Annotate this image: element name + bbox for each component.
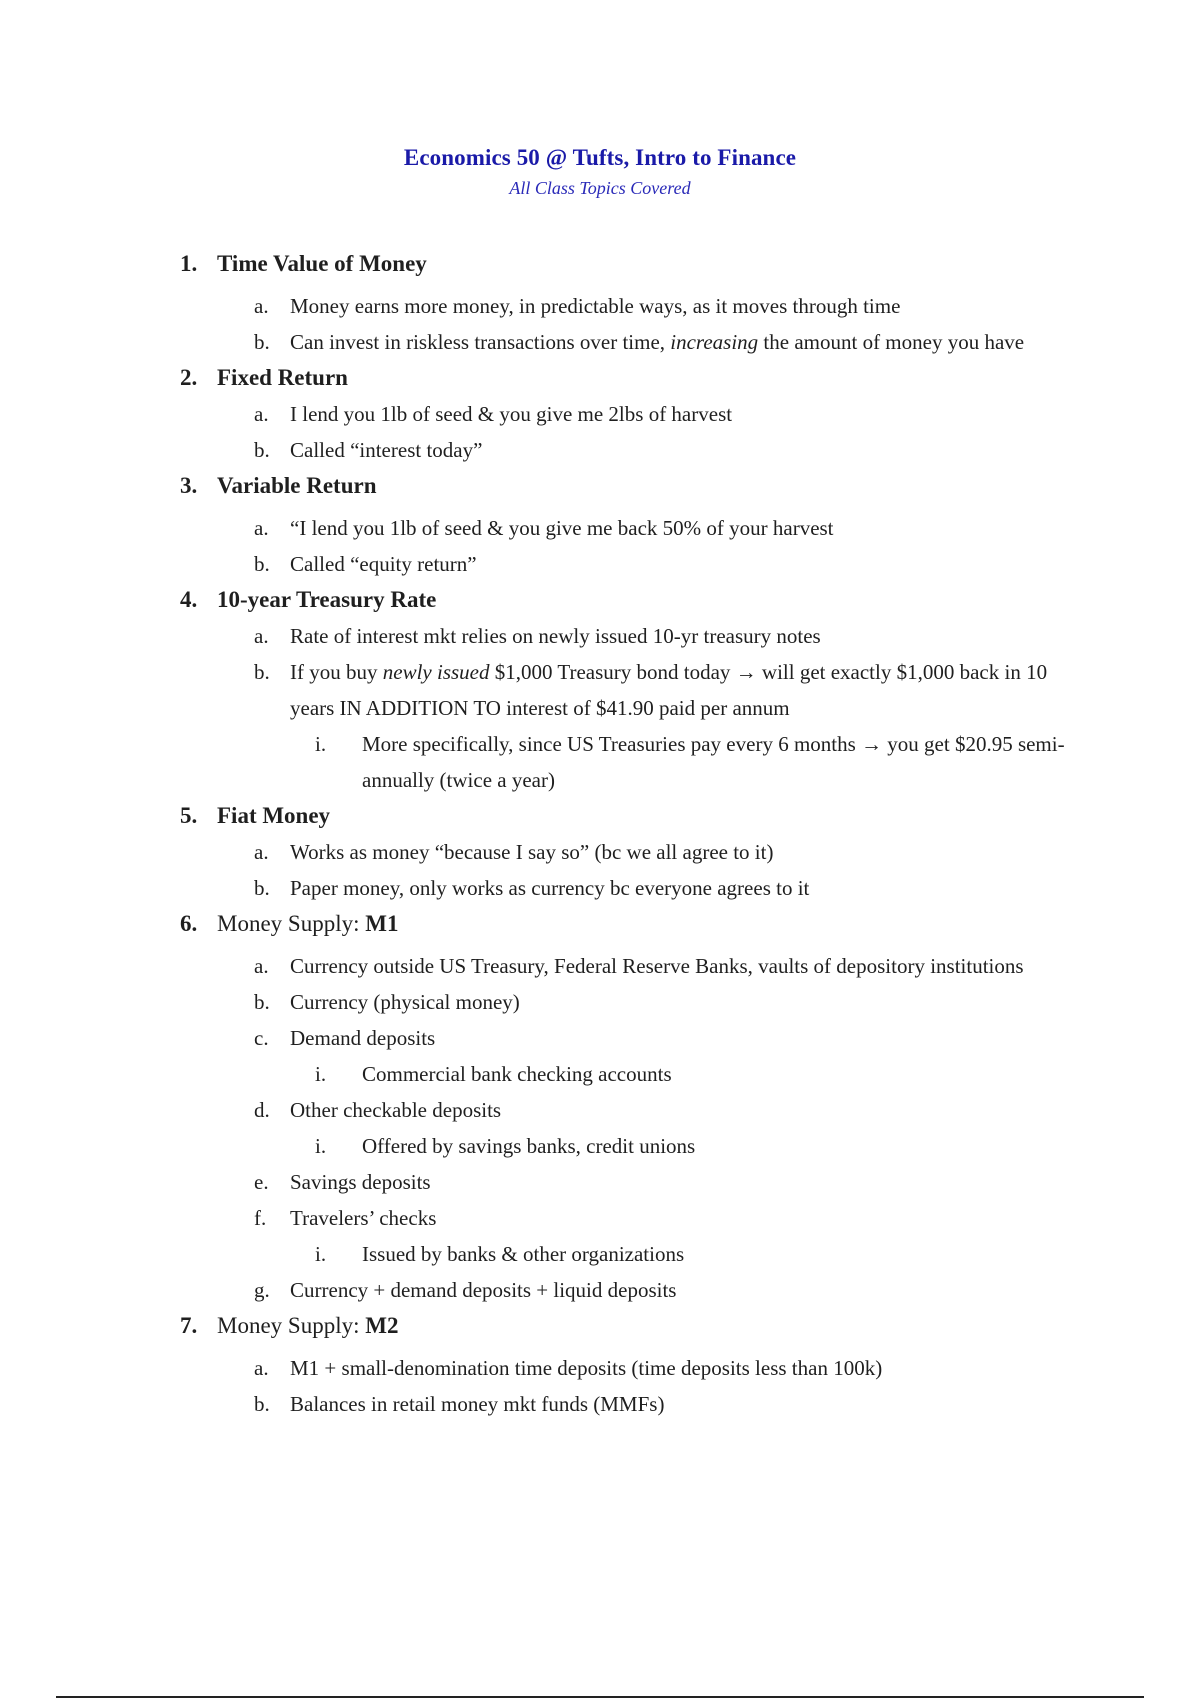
list-item (0, 510, 1200, 546)
item-text: the amount of money you have (758, 330, 1025, 354)
item-text: Savings deposits (290, 1170, 431, 1194)
sub-list-item (0, 1056, 1200, 1092)
sub-list-item (0, 1236, 1200, 1272)
item-text: Demand deposits (290, 1026, 436, 1050)
section-fiat-money (0, 798, 1200, 906)
item-text: Called “equity return” (290, 552, 477, 576)
section-heading (0, 468, 1200, 504)
item-marker: b. (254, 552, 270, 576)
list-item (0, 618, 1200, 654)
item-marker: a. (254, 1356, 269, 1380)
list-item (0, 1092, 1200, 1128)
section-title: 10-year Treasury Rate (217, 587, 437, 612)
item-marker: b. (254, 330, 270, 354)
section-number: 3. (180, 473, 198, 498)
section-title-emphasis: M2 (365, 1313, 399, 1338)
list-item (0, 432, 1200, 468)
item-text: If you buy (290, 660, 383, 684)
page-title: Economics 50 @ Tufts, Intro to Finance (403, 145, 797, 170)
section-treasury-rate (0, 582, 1200, 798)
list-item (0, 1020, 1200, 1056)
item-marker: a. (254, 402, 269, 426)
section-heading (0, 1308, 1200, 1344)
item-marker: a. (254, 516, 269, 540)
item-marker: a. (254, 294, 269, 318)
section-title (217, 911, 398, 936)
section-heading (0, 798, 1200, 834)
list-item (0, 948, 1200, 984)
topic-outline (0, 246, 1200, 1422)
item-text: Paper money, only works as currency bc everyone agrees to it (290, 876, 810, 900)
list-item (0, 984, 1200, 1020)
list-item (0, 1200, 1200, 1236)
item-marker: c. (254, 1026, 269, 1050)
item-text: Balances in retail money mkt funds (MMFs) (290, 1392, 665, 1416)
item-marker: b. (254, 660, 270, 684)
list-item (0, 834, 1200, 870)
item-marker: g. (254, 1278, 270, 1302)
item-text: “I lend you 1lb of seed & you give me back 50% of your harvest (290, 516, 834, 540)
sub-item-text: Offered by savings banks, credit unions (362, 1134, 696, 1158)
section-heading (0, 582, 1200, 618)
item-marker: a. (254, 840, 269, 864)
item-text: M1 + small-denomination time deposits (time deposits less than 100k) (290, 1356, 883, 1380)
list-item (0, 1386, 1200, 1422)
item-emphasis: increasing (670, 330, 759, 354)
section-title-text: Money Supply: (217, 1313, 366, 1338)
section-heading (0, 360, 1200, 396)
list-item (0, 288, 1200, 324)
item-text: Currency (physical money) (290, 990, 520, 1014)
item-marker: b. (254, 438, 270, 462)
list-item (0, 546, 1200, 582)
item-marker: b. (254, 1392, 270, 1416)
section-title-text: Money Supply: (217, 911, 366, 936)
section-number: 7. (180, 1313, 198, 1338)
item-marker: b. (254, 876, 270, 900)
section-time-value-of-money (0, 246, 1200, 360)
section-variable-return (0, 468, 1200, 582)
item-marker: a. (254, 624, 269, 648)
sub-item-marker: i. (315, 1134, 327, 1158)
section-title-emphasis: M1 (365, 911, 399, 936)
section-number: 5. (180, 803, 198, 828)
page-subtitle: All Class Topics Covered (509, 178, 691, 198)
item-text: Currency outside US Treasury, Federal Reserve Banks, vaults of depository institutions (290, 954, 1024, 978)
item-text: Works as money “because I say so” (bc we all agree to it) (290, 840, 774, 864)
item-text: Currency + demand deposits + liquid deposits (290, 1278, 677, 1302)
list-item (0, 870, 1200, 906)
sub-item-text: Issued by banks & other organizations (362, 1242, 685, 1266)
section-title: Time Value of Money (217, 251, 427, 276)
sub-list-item (0, 1128, 1200, 1164)
list-item (0, 654, 1200, 726)
section-title: Fixed Return (217, 365, 348, 390)
section-heading (0, 906, 1200, 942)
section-title: Variable Return (217, 473, 377, 498)
item-text: Travelers’ checks (290, 1206, 437, 1230)
sub-item-marker: i. (315, 732, 327, 756)
section-number: 4. (180, 587, 198, 612)
list-item (0, 1164, 1200, 1200)
list-item (0, 396, 1200, 432)
section-money-supply-m2 (0, 1308, 1200, 1422)
sub-list-item (0, 726, 1200, 798)
section-number: 2. (180, 365, 198, 390)
section-number: 6. (180, 911, 198, 936)
item-marker: f. (254, 1206, 267, 1230)
item-text: I lend you 1lb of seed & you give me 2lbs of harvest (290, 402, 733, 426)
item-text: Money earns more money, in predictable ways, as it moves through time (290, 294, 901, 318)
item-text: Called “interest today” (290, 438, 483, 462)
item-text: $1,000 Treasury bond today → will get exactly $1,000 back in 10 years IN ADDITION TO interest of $41.90 paid per annum (290, 660, 1048, 720)
footer-divider (56, 1696, 1144, 1698)
section-number: 1. (180, 251, 198, 276)
sub-item-text: More specifically, since US Treasuries pay every 6 months → you get $20.95 semi-annually (twice a year) (362, 732, 1065, 792)
item-text: Rate of interest mkt relies on newly issued 10-yr treasury notes (290, 624, 821, 648)
list-item (0, 324, 1200, 360)
title-block (0, 145, 1200, 199)
list-item (0, 1272, 1200, 1308)
list-item (0, 1350, 1200, 1386)
section-title: Fiat Money (217, 803, 331, 828)
sub-item-text: Commercial bank checking accounts (362, 1062, 672, 1086)
item-emphasis: newly issued (382, 660, 490, 684)
sub-item-marker: i. (315, 1242, 327, 1266)
item-text: Can invest in riskless transactions over time, (290, 330, 671, 354)
item-marker: d. (254, 1098, 270, 1122)
section-title (217, 1313, 398, 1338)
item-text: Other checkable deposits (290, 1098, 502, 1122)
section-heading (0, 246, 1200, 282)
section-fixed-return (0, 360, 1200, 468)
item-marker: b. (254, 990, 270, 1014)
item-marker: a. (254, 954, 269, 978)
sub-item-marker: i. (315, 1062, 327, 1086)
item-marker: e. (254, 1170, 269, 1194)
section-money-supply-m1 (0, 906, 1200, 1308)
